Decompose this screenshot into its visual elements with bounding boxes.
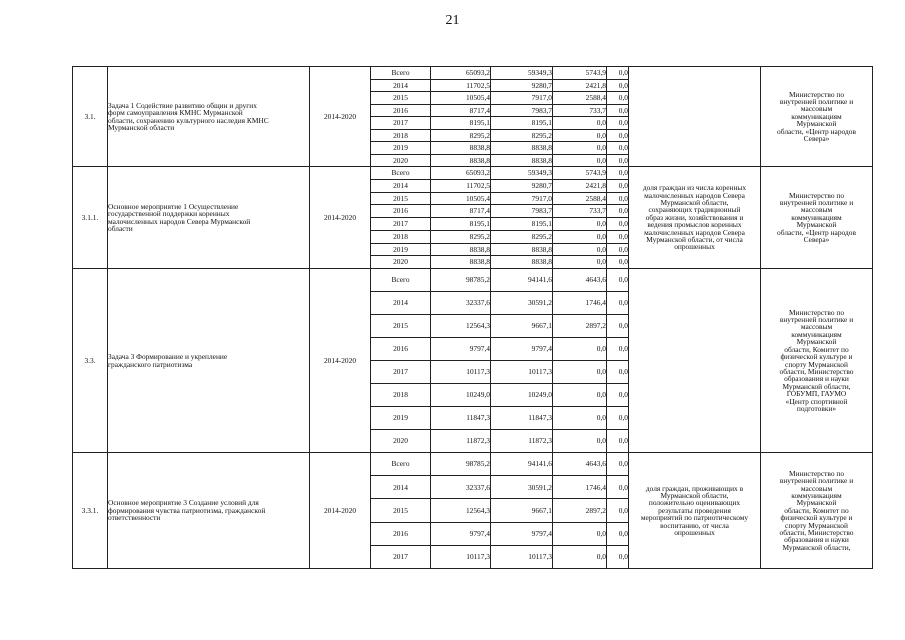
amount-column-3: 0,0 [553, 361, 607, 384]
year-label: Всего [371, 167, 431, 180]
amount-column-2: 7983,7 [491, 104, 553, 117]
amount-column-3: 2421,8 [553, 79, 607, 92]
amount-column-2: 9667,1 [491, 499, 553, 522]
amount-total: 10117,3 [431, 545, 491, 568]
amount-total: 98785,2 [431, 453, 491, 476]
amount-total: 8838,8 [431, 142, 491, 155]
year-label: 2015 [371, 315, 431, 338]
amount-column-2: 8195,1 [491, 218, 553, 231]
amount-column-4: 0,0 [607, 292, 629, 315]
amount-column-4: 0,0 [607, 315, 629, 338]
table-body [73, 67, 873, 569]
amount-column-3: 2421,8 [553, 179, 607, 192]
year-label: 2018 [371, 230, 431, 243]
amount-column-3: 0,0 [553, 256, 607, 269]
amount-column-3: 4643,6 [553, 453, 607, 476]
year-label: 2014 [371, 292, 431, 315]
amount-column-2: 8295,2 [491, 129, 553, 142]
amount-total: 32337,6 [431, 476, 491, 499]
year-label: 2016 [371, 205, 431, 218]
amount-column-3: 0,0 [553, 117, 607, 130]
amount-column-3: 0,0 [553, 430, 607, 453]
amount-total: 65093,2 [431, 67, 491, 80]
amount-column-2: 9667,1 [491, 315, 553, 338]
responsible-executor: Министерство по внутренней политике и массовым коммуникациям Мурманской области, «Центр народов Севера» [761, 167, 873, 269]
amount-column-2: 8838,8 [491, 243, 553, 256]
year-label: 2017 [371, 361, 431, 384]
amount-column-2: 8195,1 [491, 117, 553, 130]
amount-column-2: 8838,8 [491, 142, 553, 155]
amount-total: 8838,8 [431, 154, 491, 167]
amount-column-2: 7917,0 [491, 92, 553, 105]
amount-total: 9797,4 [431, 522, 491, 545]
amount-total: 9797,4 [431, 338, 491, 361]
year-label: 2018 [371, 384, 431, 407]
year-label: 2017 [371, 117, 431, 130]
responsible-executor: Министерство по внутренней политике и массовым коммуникациям Мурманской области, «Центр народов Севера» [761, 67, 873, 167]
amount-column-4: 0,0 [607, 129, 629, 142]
amount-total: 8717,4 [431, 205, 491, 218]
amount-column-4: 0,0 [607, 179, 629, 192]
amount-total: 10505,4 [431, 92, 491, 105]
amount-column-4: 0,0 [607, 384, 629, 407]
program-table [72, 66, 873, 569]
amount-column-3: 2897,2 [553, 499, 607, 522]
amount-column-3: 733,7 [553, 104, 607, 117]
year-label: 2014 [371, 476, 431, 499]
amount-total: 8195,1 [431, 117, 491, 130]
amount-total: 8838,8 [431, 256, 491, 269]
amount-column-2: 59349,3 [491, 167, 553, 180]
amount-total: 8295,2 [431, 129, 491, 142]
amount-column-4: 0,0 [607, 453, 629, 476]
item-number: 3.3. [73, 269, 108, 453]
amount-column-2: 30591,2 [491, 292, 553, 315]
item-title: Основное мероприятие 3 Создание условий для формирования чувства патриотизма, гражданской ответственности [108, 453, 310, 569]
year-label: 2015 [371, 192, 431, 205]
item-number: 3.3.1. [73, 453, 108, 569]
year-label: 2019 [371, 142, 431, 155]
amount-total: 10117,3 [431, 361, 491, 384]
amount-column-3: 0,0 [553, 142, 607, 155]
amount-column-2: 8295,2 [491, 230, 553, 243]
responsible-executor: Министерство по внутренней политике и массовым коммуникациям Мурманской области, Комитет по физической культуре и спорту Мурманской области, Министерство образования и науки Мурманской области, ГОБУМП, ГАУМО «Центр спортивной подготовки» [761, 269, 873, 453]
amount-total: 98785,2 [431, 269, 491, 292]
amount-column-2: 11872,3 [491, 430, 553, 453]
indicator-text [629, 67, 761, 167]
amount-column-2: 59349,3 [491, 67, 553, 80]
amount-column-3: 0,0 [553, 407, 607, 430]
amount-column-4: 0,0 [607, 499, 629, 522]
year-label: 2014 [371, 79, 431, 92]
item-title: Задача 3 Формирование и укрепление гражданского патриотизма [108, 269, 310, 453]
amount-column-3: 0,0 [553, 384, 607, 407]
amount-column-3: 5743,9 [553, 167, 607, 180]
table-row [73, 453, 873, 476]
amount-column-4: 0,0 [607, 476, 629, 499]
amount-total: 8195,1 [431, 218, 491, 231]
amount-column-3: 0,0 [553, 338, 607, 361]
year-label: 2016 [371, 338, 431, 361]
amount-column-2: 9797,4 [491, 338, 553, 361]
amount-column-3: 1746,4 [553, 292, 607, 315]
amount-column-4: 0,0 [607, 361, 629, 384]
amount-column-4: 0,0 [607, 205, 629, 218]
amount-total: 65093,2 [431, 167, 491, 180]
amount-column-3: 733,7 [553, 205, 607, 218]
amount-column-4: 0,0 [607, 430, 629, 453]
table-row [73, 269, 873, 292]
amount-total: 8717,4 [431, 104, 491, 117]
year-label: 2020 [371, 430, 431, 453]
amount-total: 8295,2 [431, 230, 491, 243]
amount-column-2: 8838,8 [491, 256, 553, 269]
item-number: 3.1.1. [73, 167, 108, 269]
amount-column-4: 0,0 [607, 142, 629, 155]
amount-column-2: 10117,3 [491, 361, 553, 384]
amount-column-4: 0,0 [607, 67, 629, 80]
amount-column-4: 0,0 [607, 338, 629, 361]
amount-column-4: 0,0 [607, 256, 629, 269]
item-period: 2014-2020 [310, 67, 371, 167]
amount-column-2: 11847,3 [491, 407, 553, 430]
item-period: 2014-2020 [310, 453, 371, 569]
year-label: 2020 [371, 256, 431, 269]
amount-column-2: 9280,7 [491, 79, 553, 92]
year-label: 2016 [371, 104, 431, 117]
year-label: 2020 [371, 154, 431, 167]
amount-total: 11702,5 [431, 79, 491, 92]
amount-column-4: 0,0 [607, 243, 629, 256]
amount-total: 10249,0 [431, 384, 491, 407]
amount-column-3: 2588,4 [553, 192, 607, 205]
amount-total: 11702,5 [431, 179, 491, 192]
amount-column-3: 2897,2 [553, 315, 607, 338]
amount-column-2: 10117,3 [491, 545, 553, 568]
amount-column-4: 0,0 [607, 92, 629, 105]
year-label: 2015 [371, 92, 431, 105]
table-row [73, 167, 873, 180]
amount-column-2: 7983,7 [491, 205, 553, 218]
year-label: 2017 [371, 545, 431, 568]
amount-column-2: 10249,0 [491, 384, 553, 407]
item-title: Задача 1 Содействие развитию общин и других форм самоуправления КМНС Мурманской области, сохранению культурного наследия КМНС Мурманской области [108, 67, 310, 167]
amount-column-3: 0,0 [553, 129, 607, 142]
responsible-executor: Министерство по внутренней политике и массовым коммуникациям Мурманской области, Комитет по физической культуре и спорту Мурманской области, Министерство образования и науки Мурманской области, [761, 453, 873, 569]
year-label: Всего [371, 269, 431, 292]
amount-column-2: 9280,7 [491, 179, 553, 192]
amount-column-4: 0,0 [607, 79, 629, 92]
amount-column-4: 0,0 [607, 167, 629, 180]
amount-column-2: 7917,0 [491, 192, 553, 205]
amount-column-4: 0,0 [607, 407, 629, 430]
amount-column-2: 8838,8 [491, 154, 553, 167]
amount-column-3: 2588,4 [553, 92, 607, 105]
year-label: 2018 [371, 129, 431, 142]
year-label: 2019 [371, 407, 431, 430]
indicator-text: доля граждан, проживающих в Мурманской области, положительно оценивающих результаты проведения мероприятий по патриотическому воспитанию, от числа опрошенных [629, 453, 761, 569]
amount-column-2: 9797,4 [491, 522, 553, 545]
amount-column-4: 0,0 [607, 218, 629, 231]
year-label: 2015 [371, 499, 431, 522]
amount-total: 8838,8 [431, 243, 491, 256]
item-period: 2014-2020 [310, 167, 371, 269]
amount-column-3: 1746,4 [553, 476, 607, 499]
amount-column-4: 0,0 [607, 104, 629, 117]
amount-column-4: 0,0 [607, 192, 629, 205]
year-label: Всего [371, 453, 431, 476]
amount-column-3: 0,0 [553, 230, 607, 243]
amount-column-4: 0,0 [607, 269, 629, 292]
amount-column-3: 5743,9 [553, 67, 607, 80]
amount-column-4: 0,0 [607, 117, 629, 130]
amount-total: 12564,3 [431, 315, 491, 338]
year-label: 2017 [371, 218, 431, 231]
amount-total: 11847,3 [431, 407, 491, 430]
amount-total: 10505,4 [431, 192, 491, 205]
amount-column-2: 94141,6 [491, 269, 553, 292]
amount-column-4: 0,0 [607, 545, 629, 568]
table-row [73, 67, 873, 80]
indicator-text: доля граждан из числа коренных малочисленных народов Севера Мурманской области, сохраняющих традиционный образ жизни, хозяйствования и ведения промыслов коренных малочисленных народов Севера Мурманской области, от числа опрошенных [629, 167, 761, 269]
amount-column-2: 94141,6 [491, 453, 553, 476]
amount-column-3: 0,0 [553, 218, 607, 231]
year-label: 2016 [371, 522, 431, 545]
item-period: 2014-2020 [310, 269, 371, 453]
page-number: 21 [445, 13, 460, 28]
amount-column-3: 4643,6 [553, 269, 607, 292]
amount-column-4: 0,0 [607, 230, 629, 243]
year-label: Всего [371, 67, 431, 80]
year-label: 2019 [371, 243, 431, 256]
item-number: 3.1. [73, 67, 108, 167]
amount-total: 12564,3 [431, 499, 491, 522]
amount-column-3: 0,0 [553, 243, 607, 256]
indicator-text [629, 269, 761, 453]
amount-column-4: 0,0 [607, 154, 629, 167]
amount-column-2: 30591,2 [491, 476, 553, 499]
amount-column-3: 0,0 [553, 522, 607, 545]
amount-total: 11872,3 [431, 430, 491, 453]
amount-column-3: 0,0 [553, 545, 607, 568]
item-title: Основное мероприятие 1 Осуществление государственной поддержки коренных малочисленных народов Севера Мурманской области [108, 167, 310, 269]
amount-column-4: 0,0 [607, 522, 629, 545]
year-label: 2014 [371, 179, 431, 192]
amount-column-3: 0,0 [553, 154, 607, 167]
amount-total: 32337,6 [431, 292, 491, 315]
